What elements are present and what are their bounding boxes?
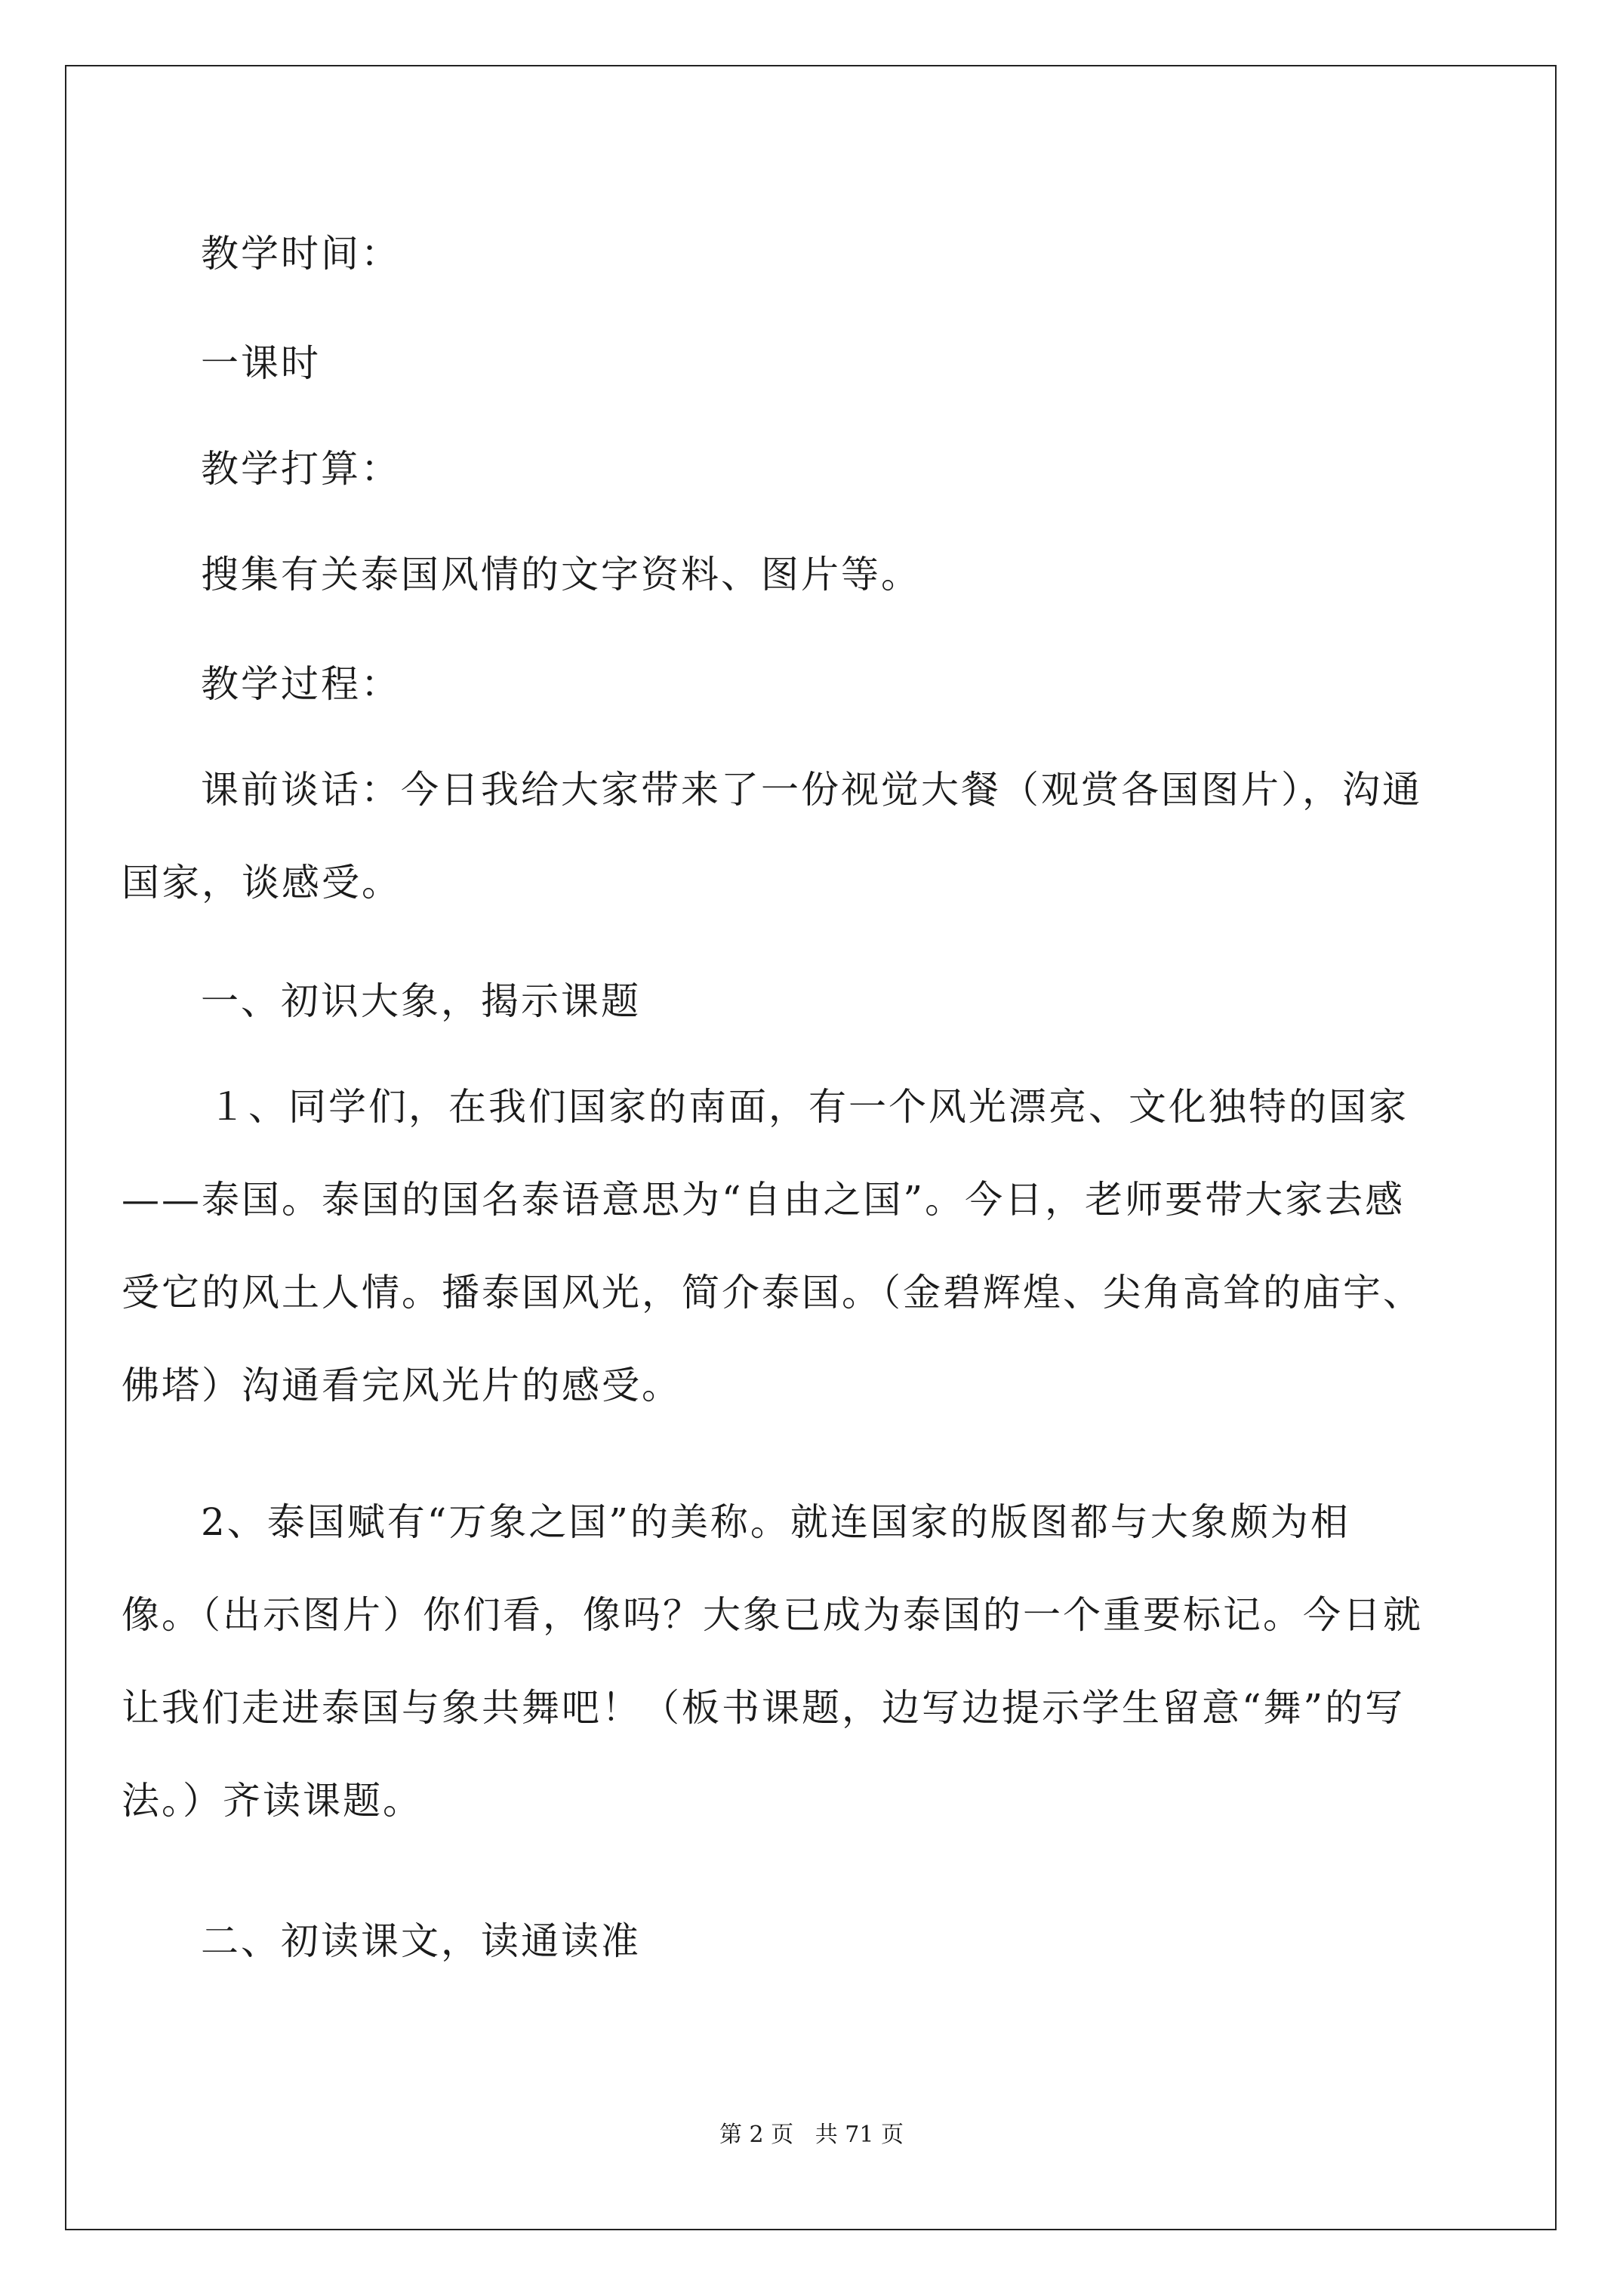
page-total: 共 71 页	[815, 2122, 904, 2148]
paragraph-item-one-wrap	[122, 1061, 1427, 1432]
paragraph-item-two: 2、泰国赋有“万象之国”的美称。就连国家的版图都与大象颇为相像。（出示图片）你们看，像吗？大象已成为泰国的一个重要标记。今日就让我们走进泰国与象共舞吧！（板书课题，边写边提示学生留意“舞”的写法。）齐读课题。	[122, 1500, 1423, 1823]
paragraph-teaching-time-heading: 教学时间：	[201, 232, 401, 276]
section-two-heading-wrap	[201, 1895, 1427, 1988]
paragraph-collect-materials: 搜集有关泰国风情的文字资料、图片等。	[201, 553, 921, 596]
paragraph-one-lesson: 一课时	[201, 341, 321, 385]
section-heading-two: 二、初读课文，读通读准	[201, 1919, 641, 1963]
paragraph-teaching-prep-heading: 教学打算：	[201, 447, 401, 491]
paragraph-pre-class-talk: 课前谈话：今日我给大家带来了一份视觉大餐（观赏各国图片），沟通国家，谈感受。	[122, 768, 1422, 905]
paragraph-teaching-process-heading: 教学过程：	[201, 662, 401, 706]
paragraph-pre-class-talk-wrap	[122, 744, 1427, 929]
section-heading-one: 一、初识大象，揭示课题	[201, 979, 641, 1023]
section-one-heading-wrap	[201, 955, 1427, 1048]
page-footer	[0, 2120, 1623, 2150]
paragraph-item-two-wrap	[122, 1476, 1427, 1848]
page-number: 第 2 页	[719, 2122, 794, 2148]
paragraph-item-one: １、同学们，在我们国家的南面，有一个风光漂亮、文化独特的国家——泰国。泰国的国名泰语意思为“自由之国”。今日，老师要带大家去感受它的风土人情。播泰国风光，简介泰国。（金碧辉煌、尖角高耸的庙宇、佛塔）沟通看完风光片的感受。	[122, 1085, 1423, 1407]
